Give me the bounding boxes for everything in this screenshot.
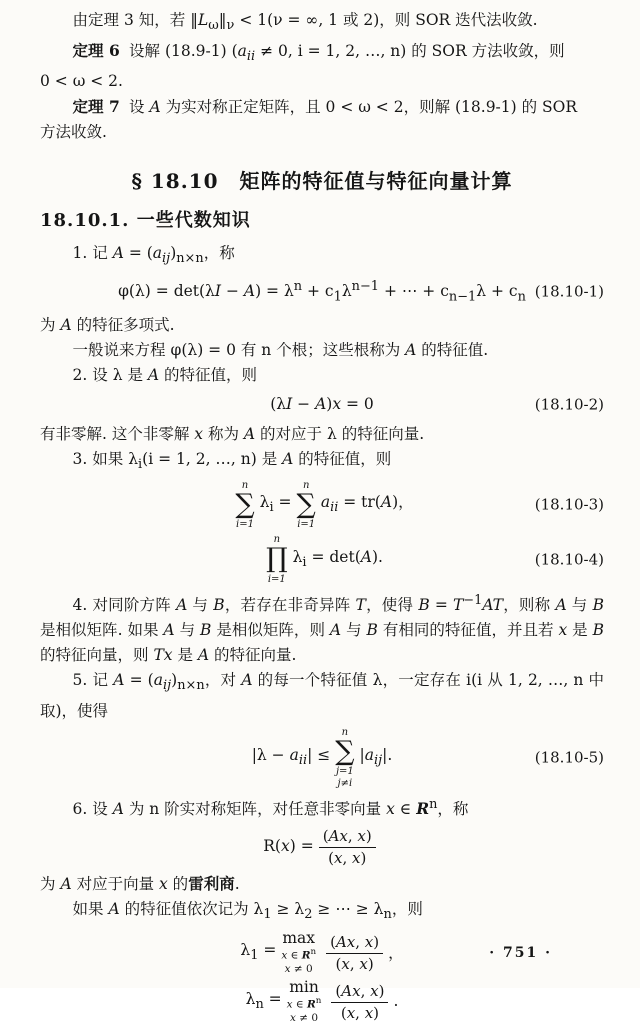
sum-operator	[335, 727, 354, 790]
sigma-symbol: ∑	[335, 736, 355, 768]
sum-upper-limit: n	[341, 726, 349, 738]
lambda-max-tail: ，	[388, 943, 404, 962]
formula-18-10-2-body: (λI − A)x = 0	[270, 395, 374, 414]
lambda-min-lhs: $\lambda_n$ =	[245, 989, 282, 1012]
formula-18-10-5-content	[252, 727, 393, 790]
fraction-numerator: (Ax, x)	[326, 932, 383, 954]
sum-operator	[235, 480, 254, 531]
theorem-7-text: 设 A 为实对称正定矩阵，且 0 < ω < 2，则解 (18.9-1) 的 SOR	[129, 98, 578, 117]
fraction-denominator: (x, x)	[335, 955, 374, 974]
formula-18-10-3-mid: $\lambda_i$ =	[259, 493, 292, 516]
formula-18-10-1	[40, 274, 604, 309]
product-upper-limit: n	[273, 533, 281, 545]
formula-18-10-4-tail: $\lambda_i = \det(A)$.	[292, 547, 383, 570]
max-label: max	[282, 929, 316, 948]
theorem-6-paragraph	[40, 38, 604, 69]
sigma-symbol: ∑	[235, 489, 255, 521]
pi-symbol: ∏	[266, 543, 288, 575]
item-2-paragraph: 2. 设 λ 是 A 的特征值，则	[72, 365, 258, 384]
max-operator	[281, 930, 316, 976]
formula-18-10-5-rhs: $|a_{ij}|$.	[359, 745, 393, 769]
formula-18-10-1-content	[118, 274, 526, 309]
theorem-6-text: 设解 (18.9-1) ($a_{ii} \ne 0$, i = 1, 2, …, n) 的 SOR 方法收敛，则	[129, 42, 565, 65]
rayleigh-quotient-content	[263, 826, 380, 869]
min-condition-2: x ≠ 0	[290, 1011, 319, 1024]
rayleigh-quotient-formula	[40, 826, 604, 869]
sum-lower-limit: i=1	[236, 519, 254, 531]
equation-number-18-10-3: (18.10-3)	[534, 495, 604, 514]
formula-18-10-3-content	[230, 480, 413, 531]
general-remark-paragraph: 一般说来方程 φ(λ) = 0 有 n 个根；这些根称为 A 的特征值.	[72, 340, 489, 359]
section-heading: § 18.10 矩阵的特征值与特征向量计算	[131, 169, 513, 194]
min-condition-1: x ∈ $R^n$	[286, 996, 322, 1011]
formula-18-10-2-content	[270, 392, 374, 417]
theorem-6-label: 定理 6	[72, 41, 120, 61]
lambda-min-fraction	[331, 981, 388, 1024]
equation-number-18-10-1: (18.10-1)	[534, 282, 604, 301]
after-rayleigh-text: 为 A 对应于向量 x 的雷利商.	[40, 874, 240, 894]
max-condition-1: x ∈ $R^n$	[281, 947, 317, 962]
lambda-max-content	[240, 930, 403, 976]
product-operator	[266, 534, 288, 585]
formula-18-10-2	[40, 391, 604, 419]
subsection-heading: 18.10.1. 一些代数知识	[40, 210, 251, 232]
theorem-7-label: 定理 7	[72, 97, 120, 117]
min-operator	[287, 979, 322, 1025]
sum-lower-limit: i=1	[297, 519, 316, 531]
sum-upper-limit: n	[302, 479, 310, 491]
item-6-paragraph: 6. 设 A 为 n 阶实对称矩阵，对任意非零向量 x ∈ $R^n$，称	[72, 797, 469, 819]
rayleigh-lhs: R(x) =	[263, 837, 314, 856]
theorem-6-continuation: 0 < ω < 2.	[40, 72, 123, 91]
equation-number-18-10-2: (18.10-2)	[534, 395, 604, 414]
intro-paragraph: 由定理 3 知，若 $‖L_\omega‖_\nu < 1(\nu$ = ∞, 1 或 2)，则 SOR 迭代法收敛.	[72, 11, 538, 34]
eigenvalue-order-paragraph: 如果 A 的特征值依次记为 $\lambda_1 \ge \lambda_2$ ≥ ⋯ ≥ $\lambda_n$，则	[72, 900, 423, 923]
after-formula-2-text: 有非零解. 这个非零解 x 称为 A 的对应于 λ 的特征向量.	[40, 424, 425, 443]
min-label: min	[289, 977, 319, 996]
formula-18-10-3	[40, 480, 604, 531]
lambda-max-lhs: $\lambda_1$ =	[240, 941, 277, 964]
formula-18-10-4	[40, 534, 604, 585]
lambda-min-formula	[40, 979, 604, 1025]
rayleigh-fraction	[319, 826, 376, 869]
sum-lower-limit-1: j=1	[335, 766, 354, 778]
lambda-min-content	[246, 979, 399, 1025]
page-number: · 751 ·	[489, 945, 552, 961]
sum-operator	[297, 480, 316, 531]
item-4-paragraph: 4. 对同阶方阵 A 与 B，若存在非奇异阵 T，使得 $B = T^{-1}AT$，则称 A 与 B 是相似矩阵. 如果 A 与 B 是相似矩阵，则 A 与 B 有相同的特征值，并且若 x 是 B 的特征向量，则 Tx 是 A 的特征向量.	[40, 593, 605, 665]
lambda-min-tail: .	[393, 992, 399, 1011]
equation-number-18-10-5: (18.10-5)	[534, 748, 604, 767]
formula-18-10-5-lhs: $|\lambda - a_{ii}|$ ≤	[251, 745, 331, 769]
max-condition-2: x ≠ 0	[284, 962, 313, 975]
item-1-paragraph: 1. 记 $A = (a_{ij})_{n\times n}$，称	[72, 244, 235, 267]
product-lower-limit: i=1	[267, 573, 286, 585]
formula-18-10-4-content	[261, 534, 383, 585]
sum-lower-limit-2: j≠i	[337, 777, 353, 789]
item-3-paragraph: 3. 如果 $\lambda_i(i = 1$, 2, …, n) 是 A 的特征值，则	[72, 449, 392, 472]
equation-number-18-10-4: (18.10-4)	[534, 550, 604, 569]
fraction-numerator: (Ax, x)	[319, 826, 376, 848]
fraction-numerator: (Ax, x)	[331, 981, 388, 1003]
theorem-7-continuation: 方法收敛.	[40, 123, 107, 142]
fraction-denominator: (x, x)	[328, 848, 367, 867]
sum-upper-limit: n	[241, 479, 249, 491]
theorem-7-paragraph	[40, 94, 604, 120]
lambda-max-fraction	[326, 932, 383, 975]
formula-18-10-5	[40, 727, 604, 790]
sigma-symbol: ∑	[296, 489, 316, 521]
formula-18-10-3-tail: $a_{ii} = tr(A)$，	[320, 493, 414, 516]
after-formula-1-text: 为 A 的特征多项式.	[40, 315, 175, 334]
fraction-denominator: (x, x)	[340, 1003, 380, 1022]
item-5-paragraph: 5. 记 $A = (a_{ij})_{n\times n}$，对 A 的每一个特征值 λ，一定存在 i(i 从 1, 2, …, n 中取)，使得	[40, 671, 604, 720]
formula-18-10-1-body: $\varphi(\lambda) = \det(\lambda I - A) = \lambda^n + c_1\lambda^{n-1}$ + ⋯ + $c_{n-1}\lambda + c_n$	[118, 279, 526, 305]
